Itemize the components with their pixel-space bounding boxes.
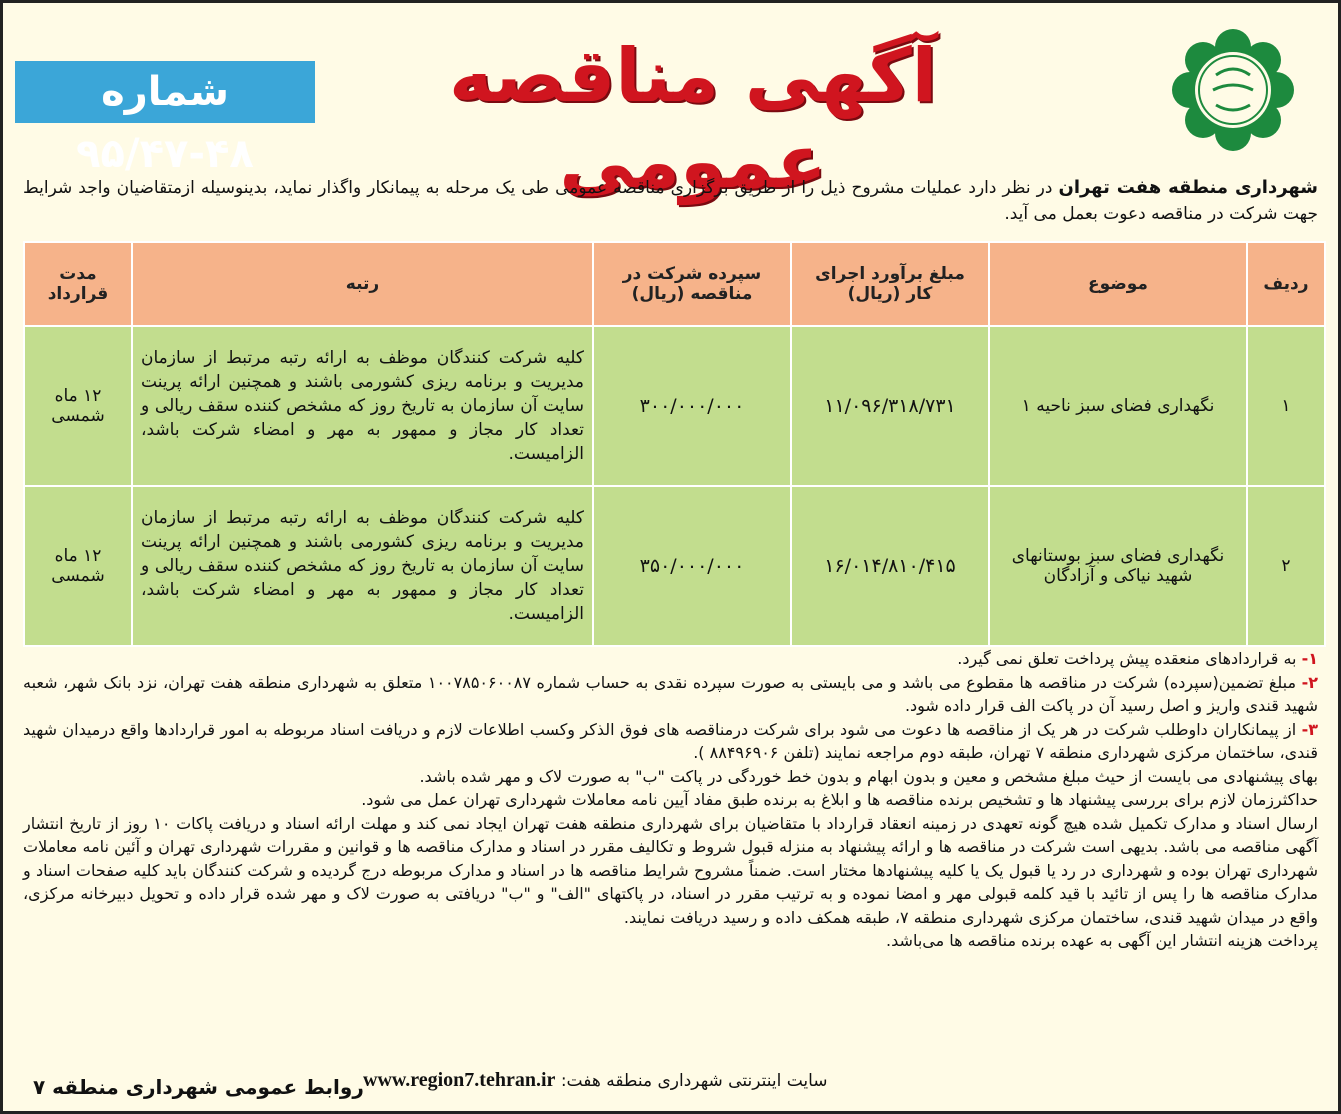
condition-item bbox=[23, 788, 1318, 812]
intro-text: در نظر دارد عملیات مشروح ذیل را از طریق برگزاری مناقصه عمومی طی یک مرحله به پیمانکار واگذار نماید، بدینوسیله ازمتقاضیان واجد شرایط جهت شرکت در مناقصه دعوت بعمل می آید. bbox=[23, 178, 1318, 224]
website-link[interactable]: www.region7.tehran.ir bbox=[363, 1069, 556, 1091]
col-header-deposit: سپرده شرکت در مناقصه (ریال) bbox=[593, 242, 791, 326]
public-relations-signature: روابط عمومی شهرداری منطقه ۷ bbox=[33, 1075, 364, 1099]
cell-grade: کلیه شرکت کنندگان موظف به ارائه رتبه مرتبط از سازمان مدیریت و برنامه ریزی کشورمی باشند و همچنین ارائه پرینت سایت آن سازمان به تاریخ روز که مشخص کننده سقف ریالی و تعداد کار مجاز و ممهور به مهر و امضاء شرکت باشد، الزامیست. bbox=[132, 326, 593, 486]
cell-duration: ۱۲ ماه شمسی bbox=[24, 486, 132, 646]
tender-table bbox=[23, 241, 1326, 647]
condition-item bbox=[23, 929, 1318, 953]
table-header-row bbox=[24, 242, 1325, 326]
cell-deposit: ۳۵۰/۰۰۰/۰۰۰ bbox=[593, 486, 791, 646]
cell-subject: نگهداری فضای سبز بوستانهای شهید نیاکی و آزادگان bbox=[989, 486, 1247, 646]
tehran-municipality-logo-icon bbox=[1168, 25, 1298, 155]
condition-text: از پیمانکاران داوطلب شرکت در هر یک از مناقصه ها دعوت می شود برای شرکت درمناقصه های فوق الذکر وکسب اطلاعات لازم و دریافت اسناد مربوطه به امور قراردادها واقع درمیدان شهید قندی، ساختمان مرکزی شهرداری منطقه ۷ تهران، طبقه دوم مراجعه نمایند (تلفن ۸۸۴۹۶۹۰۶ ). bbox=[23, 719, 1318, 762]
intro-org: شهرداری منطقه هفت تهران bbox=[1058, 177, 1318, 198]
cell-deposit: ۳۰۰/۰۰۰/۰۰۰ bbox=[593, 326, 791, 486]
condition-text: به قراردادهای منعقده پیش پرداخت تعلق نمی گیرد. bbox=[957, 649, 1302, 668]
cell-duration: ۱۲ ماه شمسی bbox=[24, 326, 132, 486]
notice-number-badge: شماره ۴۸-۹۵/۴۷ bbox=[15, 61, 315, 123]
cell-estimate: ۱۶/۰۱۴/۸۱۰/۴۱۵ bbox=[791, 486, 989, 646]
condition-item bbox=[23, 812, 1318, 930]
cell-row-number: ۱ bbox=[1247, 326, 1325, 486]
intro-paragraph bbox=[23, 175, 1318, 227]
condition-number: ۳- bbox=[1301, 719, 1318, 739]
condition-text: حداکثرزمان لازم برای بررسی پیشنهاد ها و تشخیص برنده مناقصه ها و ابلاغ به برنده طبق مفاد آیین نامه معاملات شهرداری تهران عمل می شود. bbox=[361, 790, 1318, 809]
table-row bbox=[24, 486, 1325, 646]
cell-estimate: ۱۱/۰۹۶/۳۱۸/۷۳۱ bbox=[791, 326, 989, 486]
website-line bbox=[363, 1069, 828, 1092]
col-header-row: ردیف bbox=[1247, 242, 1325, 326]
condition-item bbox=[23, 671, 1318, 718]
condition-item bbox=[23, 718, 1318, 765]
condition-text: مبلغ تضمین(سپرده) شرکت در مناقصه ها مقطوع می باشد و می بایستی به صورت سپرده نقدی به حساب شماره ۱۰۰۷۸۵۰۶۰۰۸۷ متعلق به شهرداری منطقه هفت تهران، نزد بانک شهر، شعبه شهید قندی واریز و اصل رسید آن در پاکت الف قرار داده شود. bbox=[23, 672, 1318, 715]
col-header-estimate: مبلغ برآورد اجرای کار (ریال) bbox=[791, 242, 989, 326]
cell-grade: کلیه شرکت کنندگان موظف به ارائه رتبه مرتبط از سازمان مدیریت و برنامه ریزی کشورمی باشند و همچنین ارائه پرینت سایت آن سازمان به تاریخ روز که مشخص کننده سقف ریالی و تعداد کار مجاز و ممهور به مهر و امضاء شرکت باشد، الزامیست. bbox=[132, 486, 593, 646]
condition-number: ۲- bbox=[1301, 672, 1319, 692]
condition-number: ۱- bbox=[1301, 649, 1318, 668]
condition-text: ارسال اسناد و مدارک تکمیل شده هیچ گونه تعهدی در زمینه انعقاد قرارداد با متقاضیان برای شهرداری منطقه هفت تهران ایجاد نمی کند و مهلت ارائه اسناد و دریافت پاکات ۱۰ روز از تاریخ انتشار آگهی مناقصه می باشد. بدیهی است شرکت در مناقصه ها و ارائه پیشنهاد به منزله قبول شروط و تکالیف مقرر در اسناد و مدارک مناقصه ها و قوانین و مقررات شهرداری تهران و آئین نامه معاملات شهرداری تهران بوده و شهرداری در رد یا قبول یک یا کلیه پیشنهادها مختار است. ضمناً مشروح شرایط مناقصه ها در اسناد و مدارک مربوطه درج گردیده و شرکت کنندگان باید کلیه صفحات اسناد و مدارک مناقصه ها را پس از تائید با قید کلمه قبولی مهر و امضا نموده و به ترتیب مقرر در اسناد، در پاکتهای "الف" و "ب" دریافتی به صورت لاک و مهر شده قرار داده و تحویل دبیرخانه مرکزی، واقع در میدان شهید قندی، ساختمان مرکزی شهرداری منطقه ۷، طبقه همکف داده و رسید دریافت نمایند. bbox=[23, 813, 1318, 927]
condition-text: بهای پیشنهادی می بایست از حیث مبلغ مشخص و معین و بدون ابهام و بدون خط خوردگی در پاکت "ب" به صورت لاک و مهر شده باشد. bbox=[419, 766, 1318, 786]
conditions-section bbox=[23, 647, 1318, 953]
cell-row-number: ۲ bbox=[1247, 486, 1325, 646]
notice-title: آگهی مناقصه عمومی bbox=[449, 33, 937, 205]
condition-text: پرداخت هزینه انتشار این آگهی به عهده برنده مناقصه ها می‌باشد. bbox=[886, 931, 1318, 950]
col-header-duration: مدت قرارداد bbox=[24, 242, 132, 326]
condition-item bbox=[23, 647, 1318, 671]
col-header-subject: موضوع bbox=[989, 242, 1247, 326]
table-row bbox=[24, 326, 1325, 486]
col-header-grade: رتبه bbox=[132, 242, 593, 326]
website-label: سایت اینترنتی شهرداری منطقه هفت: bbox=[560, 1071, 828, 1091]
condition-item bbox=[23, 765, 1318, 789]
cell-subject: نگهداری فضای سبز ناحیه ۱ bbox=[989, 326, 1247, 486]
